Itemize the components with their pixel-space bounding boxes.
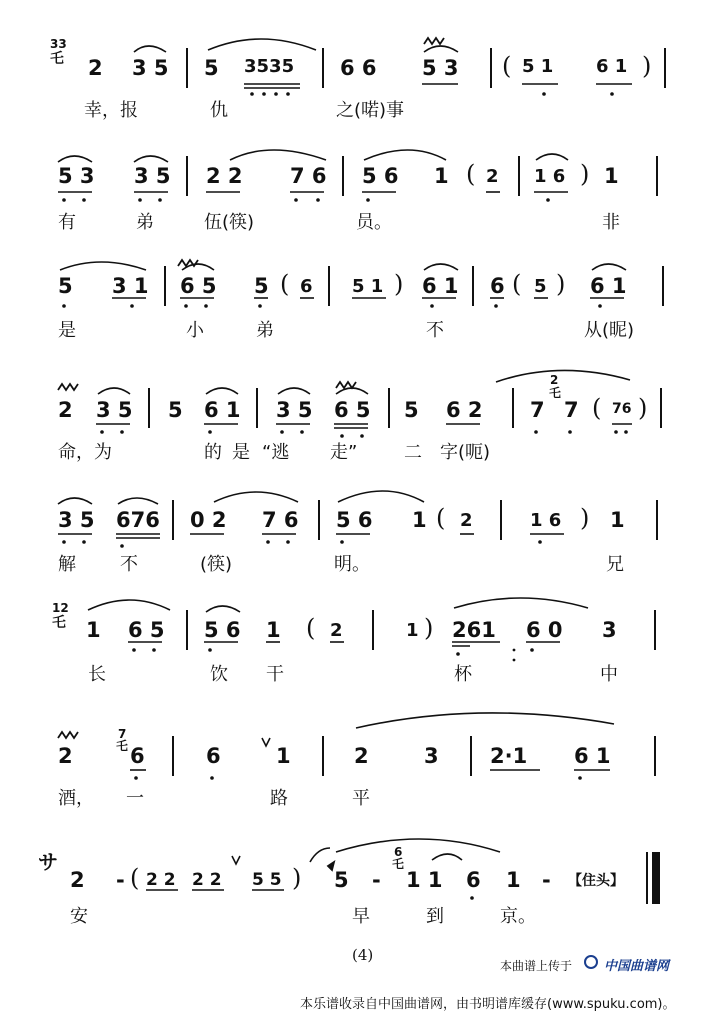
- lyric: 干: [266, 664, 284, 685]
- note: 6: [206, 744, 221, 768]
- system-5-notes: [0, 494, 711, 554]
- note: 5 3: [422, 56, 459, 80]
- barline: [470, 736, 472, 776]
- note: 1 1: [406, 868, 443, 892]
- note: 7: [564, 398, 579, 422]
- barline: [660, 388, 662, 428]
- system-2-notes: [0, 152, 711, 212]
- system-7-lyrics: [0, 790, 711, 820]
- note: 2 2: [146, 870, 176, 890]
- note: -: [116, 868, 125, 892]
- lyric: 早: [352, 906, 370, 927]
- note: 1: [276, 744, 291, 768]
- lyric: 是: [58, 320, 76, 341]
- note: 6 6: [340, 56, 377, 80]
- note: 6 2: [446, 398, 483, 422]
- note: 6 0: [526, 618, 563, 642]
- barline: [500, 500, 502, 540]
- page-number: (4): [352, 946, 374, 964]
- note: 5: [334, 868, 349, 892]
- paren-close: ): [580, 504, 590, 532]
- barline: [164, 266, 166, 306]
- note: 76: [612, 401, 632, 417]
- note: 2: [330, 620, 343, 641]
- barline: [656, 156, 658, 196]
- paren-open: (: [130, 864, 140, 892]
- lyric: 小: [186, 320, 204, 341]
- lyric: 幸，报: [84, 100, 138, 121]
- system-1-lyrics: [0, 102, 711, 132]
- lyric: 之(喏)事: [336, 100, 405, 121]
- note: -: [372, 868, 381, 892]
- note: 6: [300, 276, 313, 297]
- lyric: 到: [426, 906, 444, 927]
- lyric: 酒，: [58, 788, 94, 809]
- note: 1: [610, 508, 625, 532]
- note: 6 1: [590, 274, 627, 298]
- barline: [322, 48, 324, 88]
- barline: [372, 610, 374, 650]
- note: 2: [486, 166, 499, 187]
- barline: [148, 388, 150, 428]
- barline: [646, 852, 648, 904]
- paren-close: ): [424, 614, 434, 642]
- system-6-lyrics: [0, 666, 711, 696]
- lyric: 字(呃): [440, 442, 491, 463]
- barline: [512, 388, 514, 428]
- free-meter-mark: サ: [38, 850, 58, 874]
- note: 6: [466, 868, 481, 892]
- note: 1: [406, 620, 419, 641]
- barline: [472, 266, 474, 306]
- paren-close: ): [394, 270, 404, 298]
- note: 2: [58, 744, 73, 768]
- note: 3: [424, 744, 439, 768]
- grace-note: 7: [118, 727, 127, 741]
- barline: [322, 736, 324, 776]
- lyric: 命，为: [58, 442, 112, 463]
- system-2-lyrics: [0, 214, 711, 244]
- lyric: 非: [602, 212, 620, 233]
- note: 6 5: [180, 274, 217, 298]
- note: 3 5: [96, 398, 133, 422]
- note: 6 1: [204, 398, 241, 422]
- note: 5 5: [252, 870, 282, 890]
- note: 1: [86, 618, 101, 642]
- note: 676: [116, 508, 160, 532]
- paren-open: (: [592, 394, 602, 422]
- note: 7 6: [290, 164, 327, 188]
- lyric: 饮: [210, 664, 228, 685]
- paren-close: ): [292, 864, 302, 892]
- barline: [654, 736, 656, 776]
- barline: [342, 156, 344, 196]
- system-4-lyrics: [0, 444, 711, 474]
- note: 3 5: [58, 508, 95, 532]
- note: 6: [130, 744, 145, 768]
- note: 1: [412, 508, 427, 532]
- source-note: 本乐谱收录自中国曲谱网，由书明谱库缓存(www.spuku.com)。: [300, 997, 676, 1012]
- site-logo-icon: [584, 955, 598, 969]
- note: 261: [452, 618, 496, 642]
- note: 2 2: [206, 164, 243, 188]
- system-8-lyrics: [0, 908, 711, 938]
- lyric: “逃: [262, 442, 290, 463]
- site-logo-text: 中国曲谱网: [604, 959, 670, 974]
- grace-note: 33: [50, 37, 67, 51]
- note: -: [542, 868, 551, 892]
- barline: [388, 388, 390, 428]
- system-7-notes: [0, 712, 711, 772]
- note: 1: [604, 164, 619, 188]
- paren-open: (: [280, 270, 290, 298]
- lyric: 兄: [606, 554, 624, 575]
- note: 6 1: [574, 744, 611, 768]
- paren-close: ): [580, 160, 590, 188]
- note: 3: [602, 618, 617, 642]
- note: 5: [404, 398, 419, 422]
- lyric: 仇: [210, 100, 228, 121]
- paren-close: ): [556, 270, 566, 298]
- note: 2: [70, 868, 85, 892]
- barline: [490, 48, 492, 88]
- note: 5 3: [58, 164, 95, 188]
- lyric: (筷): [200, 554, 233, 575]
- lyric: 解: [58, 554, 76, 575]
- lyric: 二: [404, 442, 422, 463]
- barline: [664, 48, 666, 88]
- lyric: 弟: [136, 212, 154, 233]
- note: 2: [88, 56, 103, 80]
- barline: [172, 500, 174, 540]
- system-6-notes: [0, 598, 711, 658]
- system-8-notes: [0, 840, 711, 900]
- system-4-notes: [0, 374, 711, 434]
- grace-tie-mark: 乇: [50, 51, 64, 67]
- lyric: 走”: [330, 442, 358, 463]
- note: 6 5: [334, 398, 371, 422]
- end-mark: 【住头】: [568, 873, 624, 889]
- note: 3 1: [112, 274, 149, 298]
- lyric: 明。: [334, 554, 370, 575]
- note: 2 2: [192, 870, 222, 890]
- lyric: 的: [204, 442, 222, 463]
- lyric: 路: [270, 788, 288, 809]
- paren-open: (: [502, 52, 512, 80]
- note: 5: [204, 56, 219, 80]
- barline: [518, 156, 520, 196]
- paren-close: ): [638, 394, 648, 422]
- barline: [256, 388, 258, 428]
- note: 0 2: [190, 508, 227, 532]
- final-barline: [652, 852, 660, 904]
- lyric: 弟: [256, 320, 274, 341]
- barline: [318, 500, 320, 540]
- barline: [662, 266, 664, 306]
- note: 3 5: [134, 164, 171, 188]
- note: 6 5: [128, 618, 165, 642]
- barline: [328, 266, 330, 306]
- note: 1: [434, 164, 449, 188]
- note: 3 5: [132, 56, 169, 80]
- note: 7: [530, 398, 545, 422]
- paren-open: (: [436, 504, 446, 532]
- note: 5 6: [362, 164, 399, 188]
- note: 1: [506, 868, 521, 892]
- lyric: 有: [58, 212, 76, 233]
- barline: [186, 610, 188, 650]
- system-1-notes: [0, 37, 711, 104]
- upload-note: 本曲谱上传于: [500, 959, 573, 973]
- note: 2: [354, 744, 369, 768]
- barline: [654, 610, 656, 650]
- grace-tie-mark: 乇: [392, 857, 405, 871]
- note: 5 1: [352, 276, 384, 297]
- lyric: 从(昵): [584, 320, 635, 341]
- grace-tie-mark: 乇: [52, 615, 66, 631]
- note: 5: [534, 276, 547, 297]
- barline: [186, 48, 188, 88]
- lyric: 中: [600, 664, 618, 685]
- note: 2: [460, 510, 473, 531]
- note: 1 6: [530, 510, 562, 531]
- note: 5: [168, 398, 183, 422]
- note: 5 1: [522, 56, 554, 77]
- lyric: 平: [352, 788, 370, 809]
- barline: [656, 500, 658, 540]
- lyric: 不: [120, 554, 138, 575]
- lyric: 员。: [356, 212, 392, 233]
- grace-tie-mark: 乇: [549, 386, 562, 400]
- lyric: 长: [88, 664, 106, 685]
- system-5-lyrics: [0, 556, 711, 586]
- note: 3 5: [276, 398, 313, 422]
- lyric: 伍(筷): [204, 212, 255, 233]
- lyric: 不: [426, 320, 444, 341]
- note: 1 6: [534, 166, 566, 187]
- note: 3535: [244, 56, 295, 77]
- paren-open: (: [306, 614, 316, 642]
- grace-note: 2: [550, 373, 559, 387]
- lyric: 杯: [454, 664, 472, 685]
- grace-note: 12: [52, 601, 69, 615]
- note: 6: [490, 274, 505, 298]
- note: 7 6: [262, 508, 299, 532]
- paren-close: ): [642, 52, 652, 80]
- lyric: 安: [70, 906, 88, 927]
- system-3-notes: [0, 260, 711, 320]
- grace-note: 6: [394, 845, 403, 859]
- grace-tie-mark: 乇: [116, 739, 129, 753]
- note: 5: [58, 274, 73, 298]
- note: 1: [266, 618, 281, 642]
- note: 6 1: [422, 274, 459, 298]
- paren-open: (: [466, 160, 476, 188]
- lyric: 是: [232, 442, 250, 463]
- lyric: 一: [126, 788, 144, 809]
- note: 5 6: [336, 508, 373, 532]
- barline: [172, 736, 174, 776]
- note: 5 6: [204, 618, 241, 642]
- note: 5: [254, 274, 269, 298]
- note: 2: [58, 398, 73, 422]
- system-3-lyrics: [0, 322, 711, 352]
- lyric: 京。: [500, 906, 536, 927]
- note: 2·1: [490, 744, 528, 768]
- paren-open: (: [512, 270, 522, 298]
- note: 6 1: [596, 56, 628, 77]
- barline: [186, 156, 188, 196]
